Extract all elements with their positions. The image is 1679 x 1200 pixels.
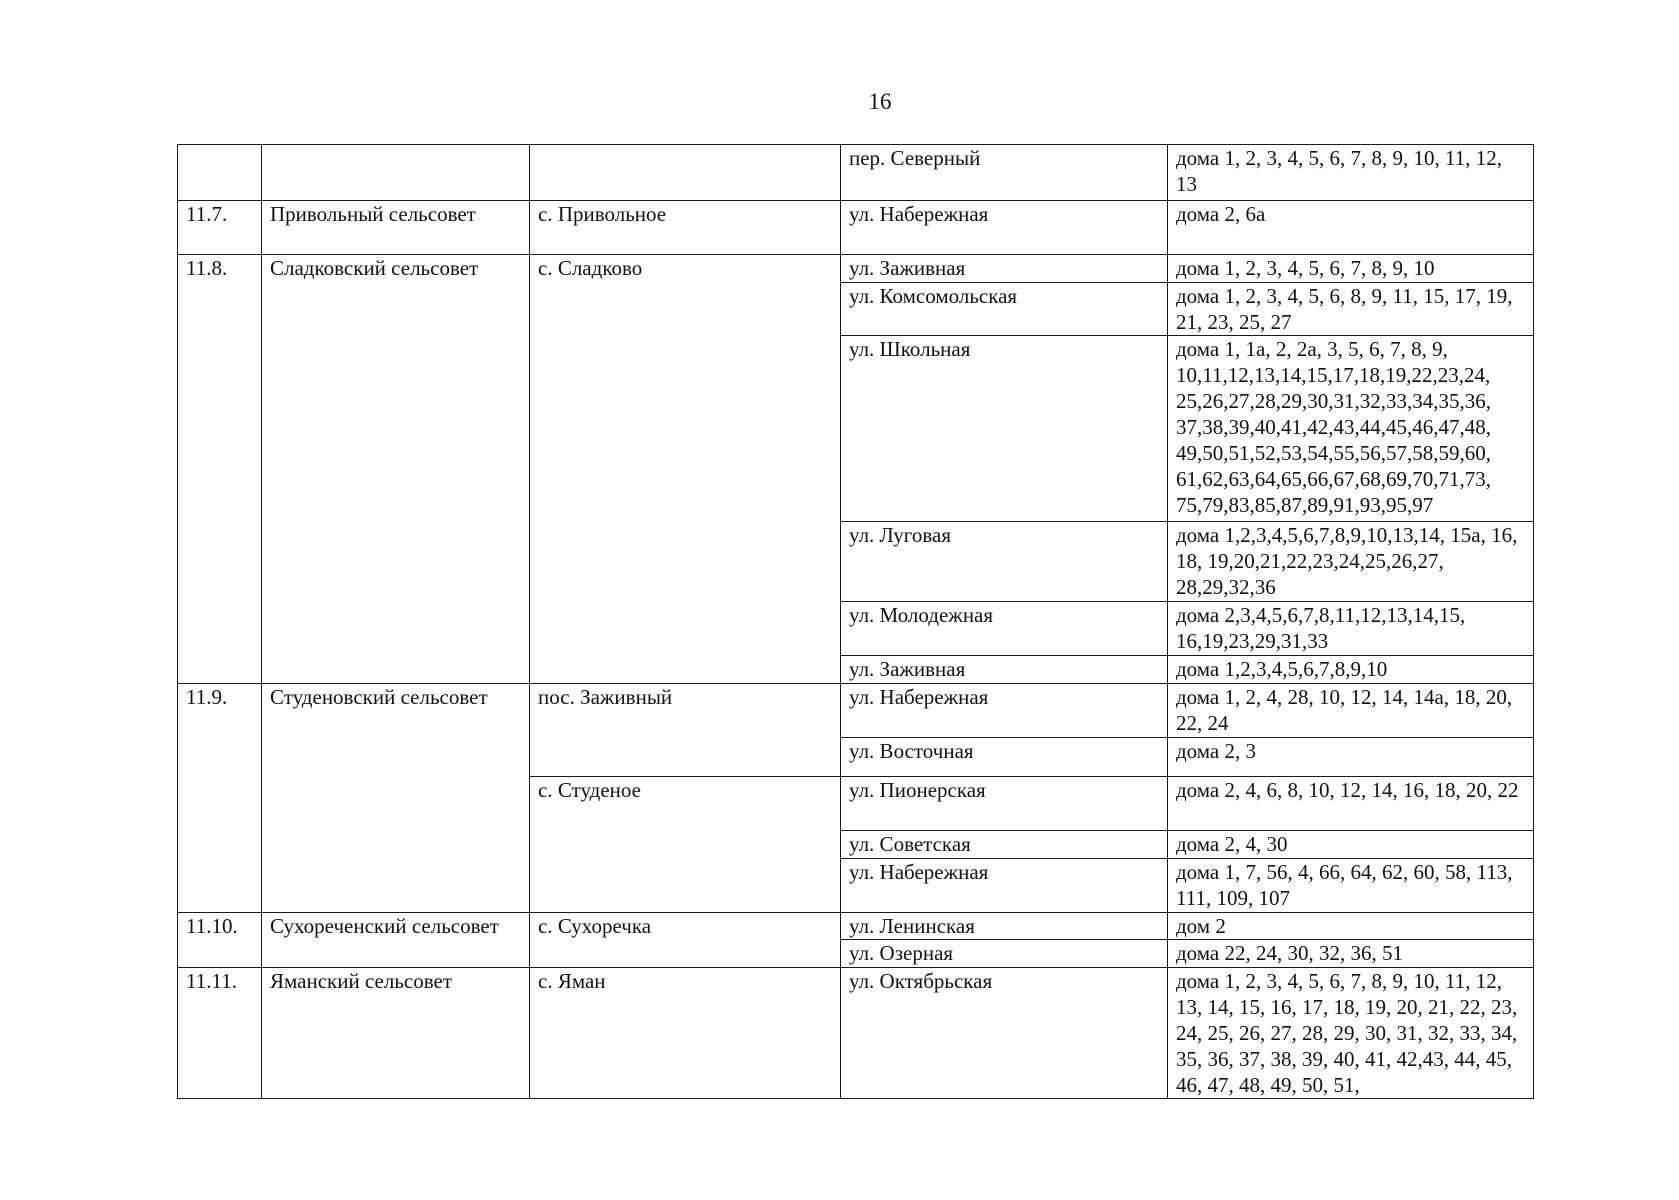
street-cell: ул. Заживная — [841, 255, 1168, 283]
houses-cell: дома 1, 7, 56, 4, 66, 64, 62, 60, 58, 113, 111, 109, 107 — [1168, 859, 1534, 913]
street-cell: ул. Восточная — [841, 738, 1168, 777]
table-row — [178, 201, 1534, 255]
street-cell: пер. Северный — [841, 145, 1168, 201]
houses-cell: дома 1, 2, 4, 28, 10, 12, 14, 14а, 18, 20, 22, 24 — [1168, 684, 1534, 738]
street-cell: ул. Советская — [841, 831, 1168, 859]
settlement-cell: с. Яман — [530, 968, 841, 1099]
houses-cell: дома 1, 2, 3, 4, 5, 6, 7, 8, 9, 10, 11, 12, 13 — [1168, 145, 1534, 201]
houses-cell: дома 1,2,3,4,5,6,7,8,9,10 — [1168, 656, 1534, 684]
street-cell: ул. Молодежная — [841, 602, 1168, 656]
street-cell: ул. Школьная — [841, 336, 1168, 522]
council-cell: Сладковский сельсовет — [262, 255, 530, 684]
council-cell: Яманский сельсовет — [262, 968, 530, 1099]
settlement-cell: с. Сухоречка — [530, 913, 841, 968]
street-cell: ул. Набережная — [841, 859, 1168, 913]
council-cell: Студеновский сельсовет — [262, 684, 530, 913]
settlement-cell — [530, 145, 841, 201]
street-cell: ул. Набережная — [841, 201, 1168, 255]
houses-cell: дома 1,2,3,4,5,6,7,8,9,10,13,14, 15а, 16, 18, 19,20,21,22,23,24,25,26,27, 28,29,32,36 — [1168, 522, 1534, 602]
settlement-cell: с. Студеное — [530, 777, 841, 913]
houses-cell: дома 2,3,4,5,6,7,8,11,12,13,14,15, 16,19,23,29,31,33 — [1168, 602, 1534, 656]
street-cell: ул. Луговая — [841, 522, 1168, 602]
table-row — [178, 255, 1534, 283]
item-number-cell: 11.8. — [178, 255, 262, 684]
item-number-cell: 11.10. — [178, 913, 262, 968]
page-number: 16 — [868, 89, 892, 114]
item-number-cell: 11.9. — [178, 684, 262, 913]
houses-cell: дом 2 — [1168, 913, 1534, 940]
houses-cell: дома 2, 3 — [1168, 738, 1534, 777]
table-row — [178, 684, 1534, 738]
street-cell: ул. Пионерская — [841, 777, 1168, 831]
settlement-cell: с. Сладково — [530, 255, 841, 684]
street-cell: ул. Заживная — [841, 656, 1168, 684]
table-row — [178, 145, 1534, 201]
houses-cell: дома 1, 2, 3, 4, 5, 6, 7, 8, 9, 10 — [1168, 255, 1534, 283]
houses-cell: дома 2, 4, 6, 8, 10, 12, 14, 16, 18, 20, 22 — [1168, 777, 1534, 831]
street-cell: ул. Озерная — [841, 940, 1168, 968]
houses-cell: дома 22, 24, 30, 32, 36, 51 — [1168, 940, 1534, 968]
settlement-cell: с. Привольное — [530, 201, 841, 255]
houses-cell: дома 1, 2, 3, 4, 5, 6, 7, 8, 9, 10, 11, 12, 13, 14, 15, 16, 17, 18, 19, 20, 21, 22, 23, 24, 25, 26, 27, 28, 29, 30, 31, 32, 33, 34, 35, 36, 37, 38, 39, 40, 41, 42,43, 44, 45, 46, 47, 48, 49, 50, 51, — [1168, 968, 1534, 1099]
item-number-cell — [178, 145, 262, 201]
settlement-cell: пос. Заживный — [530, 684, 841, 777]
street-cell: ул. Набережная — [841, 684, 1168, 738]
council-cell — [262, 145, 530, 201]
street-cell: ул. Ленинская — [841, 913, 1168, 940]
houses-cell: дома 1, 2, 3, 4, 5, 6, 8, 9, 11, 15, 17, 19, 21, 23, 25, 27 — [1168, 283, 1534, 336]
table-row — [178, 968, 1534, 1099]
address-table — [177, 144, 1534, 1099]
houses-cell: дома 2, 4, 30 — [1168, 831, 1534, 859]
houses-cell: дома 2, 6а — [1168, 201, 1534, 255]
item-number-cell: 11.11. — [178, 968, 262, 1099]
street-cell: ул. Комсомольская — [841, 283, 1168, 336]
council-cell: Привольный сельсовет — [262, 201, 530, 255]
item-number-cell: 11.7. — [178, 201, 262, 255]
street-cell: ул. Октябрьская — [841, 968, 1168, 1099]
council-cell: Сухореченский сельсовет — [262, 913, 530, 968]
table-row — [178, 913, 1534, 940]
houses-cell: дома 1, 1а, 2, 2а, 3, 5, 6, 7, 8, 9, 10,11,12,13,14,15,17,18,19,22,23,24, 25,26,27,28,29,30,31,32,33,34,35,36, 37,38,39,40,41,42,43,44,45,46,47,48, 49,50,51,52,53,54,55,56,57,58,59,60, 61,62,63,64,65,66,67,68,69,70,71,73, 75,79,83,85,87,89,91,93,95,97 — [1168, 336, 1534, 522]
